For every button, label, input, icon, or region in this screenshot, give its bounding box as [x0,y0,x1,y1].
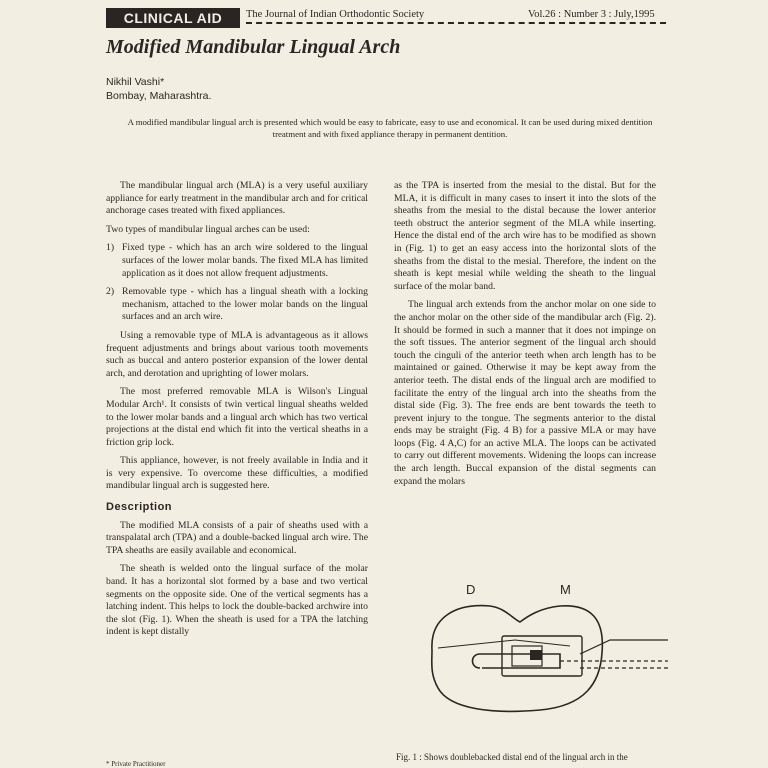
author-block [106,75,211,103]
list-text: Fixed type - which has an arch wire soldered to the lingual surfaces of the lower molar bands. The fixed MLA has limited application as it does not allow frequent adjustments. [122,242,368,279]
section-badge: CLINICAL AID [106,8,240,28]
volume-info: Vol.26 : Number 3 : July,1995 [528,9,655,20]
tooth-contour-line [438,640,570,648]
paragraph: as the TPA is inserted from the mesial to the distal. But for the MLA, it is difficult in many cases to insert it into the slots of the sheaths from the mesial to the distal because the lower anterior teeth obstruct the anterior segment of the MLA while inserting. Hence the distal end of the arch wire has to be modified as shown in (Fig. 1) to get an easy access into the horizontal slots of the sheaths from the distal to the mesial. Therefore, the indent on the sheath is kept mesial while welding the sheath to the lingual surface of the molar band. [394,180,656,292]
author-name: Nikhil Vashi* [106,76,165,88]
section-heading-description: Description [106,501,173,514]
abstract: A modified mandibular lingual arch is presented which would be easy to fabricate, easy to use and economical. It can be used during mixed dentition treatment and with fixed appliance therapy in permanent dentition. [127,117,653,139]
list-number: 1) [106,242,115,254]
arch-wire-segment [580,640,668,654]
right-column [394,180,656,494]
paragraph: Two types of mandibular lingual arches can be used: [106,223,310,235]
label-d: D [466,582,476,597]
list-text: Removable type - which has a lingual sheath with a locking mechanism, attached to the lower molar bands on the lingual surfaces and an arch wire. [122,286,368,323]
author-location: Bombay, Maharashtra. [106,90,212,102]
list-number: 2) [106,286,115,298]
left-column [106,180,368,645]
paragraph: The mandibular lingual arch (MLA) is a very useful auxiliary appliance for early treatment in the mandibular arch and for critical anchorage cases treated with fixed appliances. [106,180,368,217]
list-item [106,286,368,324]
paragraph: This appliance, however, is not freely available in India and it is very expensive. To overcome these difficulties, a modified mandibular lingual arch is suggested here. [106,455,368,492]
figure-1-illustration [420,578,670,728]
paragraph: The modified MLA consists of a pair of sheaths used with a transpalatal arch (TPA) and a double-backed lingual arch wire. The TPA sheaths are easily available and economical. [106,519,368,556]
header-dashed-rule [246,22,666,24]
paragraph: The lingual arch extends from the anchor molar on one side to the anchor molar on the other side of the mandibular arch (Fig. 2). It should be formed in such a manner that it does not impinge on the soft tissues. The anterior segment of the lingual arch should touch the cinguli of the anterior teeth when arch length has to be maintained or gained. Otherwise it may be kept away from the anterior teeth. The distal ends of the lingual arch are modified to facilitate the entry of the lingual arch into the sheaths from the distal side (Fig. 3). The free ends are bent towards the teeth to prevent injury to the tongue. The segments anterior to the distal ends may be straight (Fig. 4 B) for a passive MLA or may have loops (Fig. 4 A,C) for an active MLA. The loops can be activated to carry out different movements. Widening the loops can increase the arch length. Buccal expansion of the distal segments can expand the molars [394,299,656,487]
list-item [106,242,368,280]
figure-caption: Fig. 1 : Shows doublebacked distal end of the lingual arch in the [396,752,628,762]
label-m: M [560,582,571,597]
article-title: Modified Mandibular Lingual Arch [106,36,401,58]
footnote: * Private Practitioner [106,760,166,768]
journal-name: The Journal of Indian Orthodontic Society [246,9,425,20]
paragraph: The sheath is welded onto the lingual surface of the molar band. It has a horizontal slot formed by a base and two vertical segments on the opposite side. One of the vertical segments has a latching indent. This helps to lock the double-backed archwire into the slot (Fig. 1). When the sheath is used for a TPA the latching indent is kept distally [106,563,368,638]
paragraph: The most preferred removable MLA is Wilson's Lingual Modular Arch¹. It consists of twin vertical lingual sheaths welded to the lower molar bands and a lingual arch which has two vertical projections at the distal end which fit into the vertical sheaths in a friction grip lock. [106,386,368,448]
paragraph: Using a removable type of MLA is advantageous as it allows frequent adjustments and brings about various tooth movements such as buccal and antero posterior expansion of the lower dental arch, and derotation and uprighting of lower molars. [106,329,368,379]
molar-outline [432,606,603,712]
latching-indent [530,650,542,660]
